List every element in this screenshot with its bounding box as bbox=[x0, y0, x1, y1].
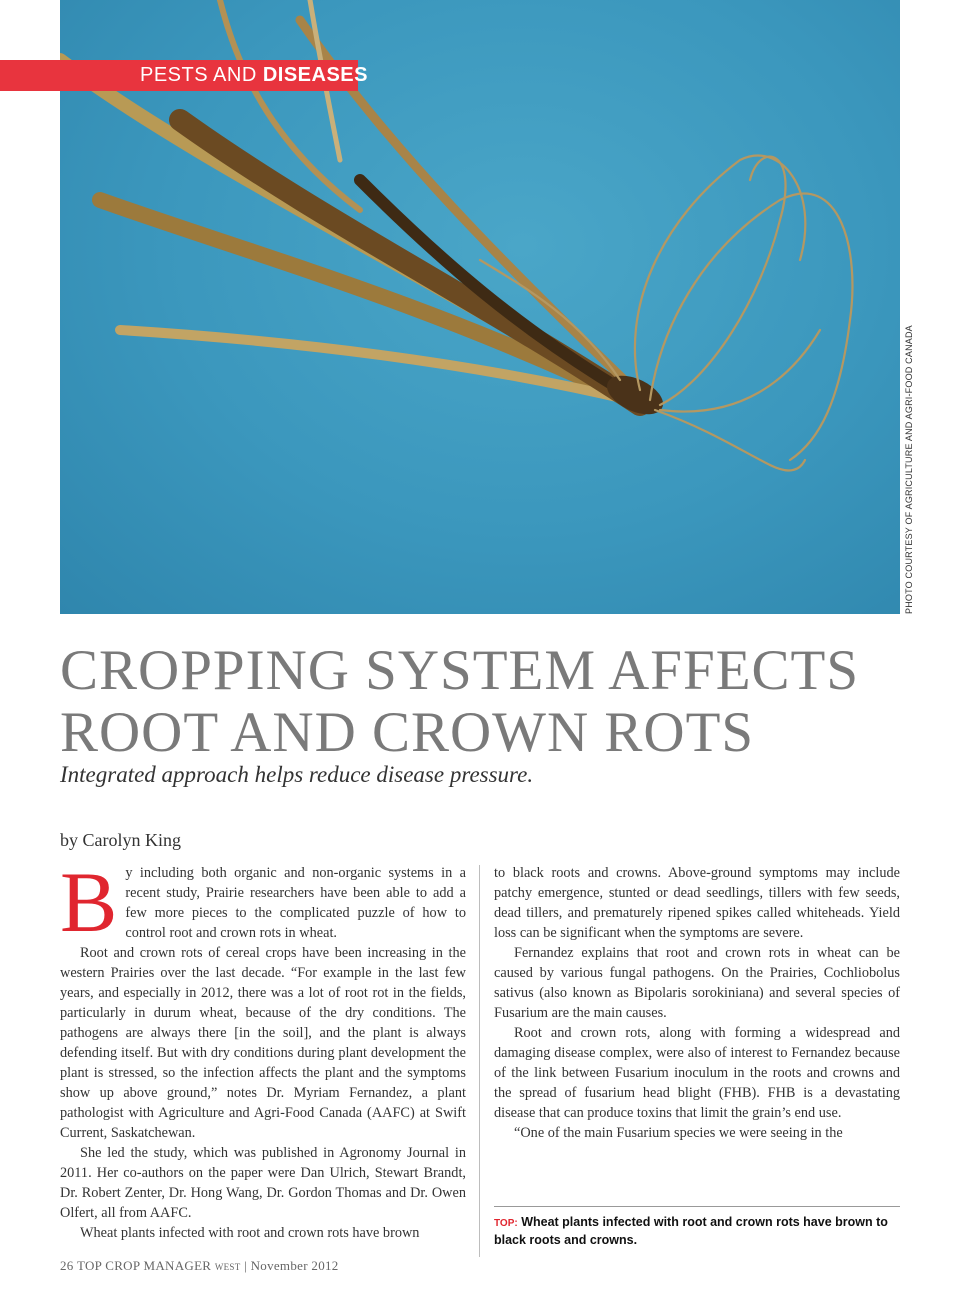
paragraph: “One of the main Fusarium species we were seeing in the bbox=[514, 1125, 843, 1141]
section-word-2: DISEASES bbox=[262, 64, 368, 86]
caption-rule bbox=[494, 1206, 900, 1207]
article-photo bbox=[60, 0, 900, 614]
headline-line-2: ROOT AND CROWN ROTS bbox=[60, 701, 755, 764]
caption-text: Wheat plants infected with root and crown rots have brown to black roots and crowns. bbox=[494, 1215, 888, 1247]
magazine-name: TOP CROP MANAGER bbox=[76, 1258, 212, 1273]
deck: Integrated approach helps reduce disease pressure. bbox=[60, 762, 534, 787]
paragraph: y including both organic and non-organic systems in a recent study, Prairie researchers have been able to add a few more pieces to the complicated puzzle of how to control root and crown rots in wheat. bbox=[125, 865, 466, 941]
section-tag bbox=[0, 60, 368, 91]
page-number: 26 bbox=[60, 1258, 74, 1273]
paragraph: Root and crown rots of cereal crops have been increasing in the western Prairies over the last decade. “For example in the last few years, and especially in 2012, there was a lot of root rot in the fields, particularly in durum wheat, because of the dry conditions. The pathogens are always there [in the soil], and the plant is always defending itself. But with dry conditions during plant development the plant is stressed, so the infection affects the plant and the symptoms show up above ground,” notes Dr. Myriam Fernandez, a plant pathologist with Agriculture and Agri-Food Canada (AAFC) at Swift Current, Saskatchewan. bbox=[60, 945, 466, 1141]
page-footer bbox=[60, 1258, 339, 1274]
article-column-left bbox=[60, 854, 466, 1243]
photo-credit: PHOTO COURTESY OF AGRICULTURE AND AGRI-FOOD CANADA bbox=[904, 325, 914, 614]
footer-separator: | bbox=[244, 1258, 248, 1273]
headline bbox=[60, 640, 900, 764]
byline: by Carolyn King bbox=[60, 830, 181, 850]
headline-line-1: CROPPING SYSTEM AFFECTS bbox=[60, 639, 860, 702]
paragraph: She led the study, which was published in Agronomy Journal in 2011. Her co-authors on the paper were Dan Ulrich, Stewart Brandt, Dr. Robert Zenter, Dr. Hong Wang, Dr. Gordon Thomas and Dr. Owen Olfert, all from AAFC. bbox=[60, 1145, 466, 1221]
paragraph: Fernandez explains that root and crown rots in wheat can be caused by various fungal pathogens. On the Prairies, Cochliobolus sativus (also known as Bipolaris sorokiniana) and several species of Fusarium are the main causes. bbox=[494, 945, 900, 1021]
paragraph: Root and crown rots, along with forming a widespread and damaging disease complex, were also of interest to Fernandez because of the link between Fusarium inoculum in the roots and crowns and the spread of fusarium head blight (FHB). FHB is a devastating disease that can produce toxins that limit the grain’s end use. bbox=[494, 1025, 900, 1121]
drop-cap: B bbox=[60, 854, 118, 950]
magazine-edition: WEST bbox=[214, 1262, 241, 1272]
paragraph: to black roots and crowns. Above-ground symptoms may include patchy emergence, stunted or dead seedlings, tillers with few seeds, dead tillers, and prematurely ripened spikes called whiteheads. Yield loss can be significant when the symptoms are severe. bbox=[494, 865, 900, 941]
photo-caption bbox=[494, 1214, 900, 1248]
section-word-1: PESTS AND bbox=[140, 64, 257, 86]
wheat-plant-icon bbox=[60, 0, 900, 614]
column-divider bbox=[479, 865, 480, 1257]
paragraph: Wheat plants infected with root and crown rots have brown bbox=[80, 1225, 420, 1241]
issue-date: November 2012 bbox=[250, 1258, 339, 1273]
caption-label: TOP: bbox=[494, 1218, 518, 1229]
article-column-right bbox=[494, 863, 900, 1143]
